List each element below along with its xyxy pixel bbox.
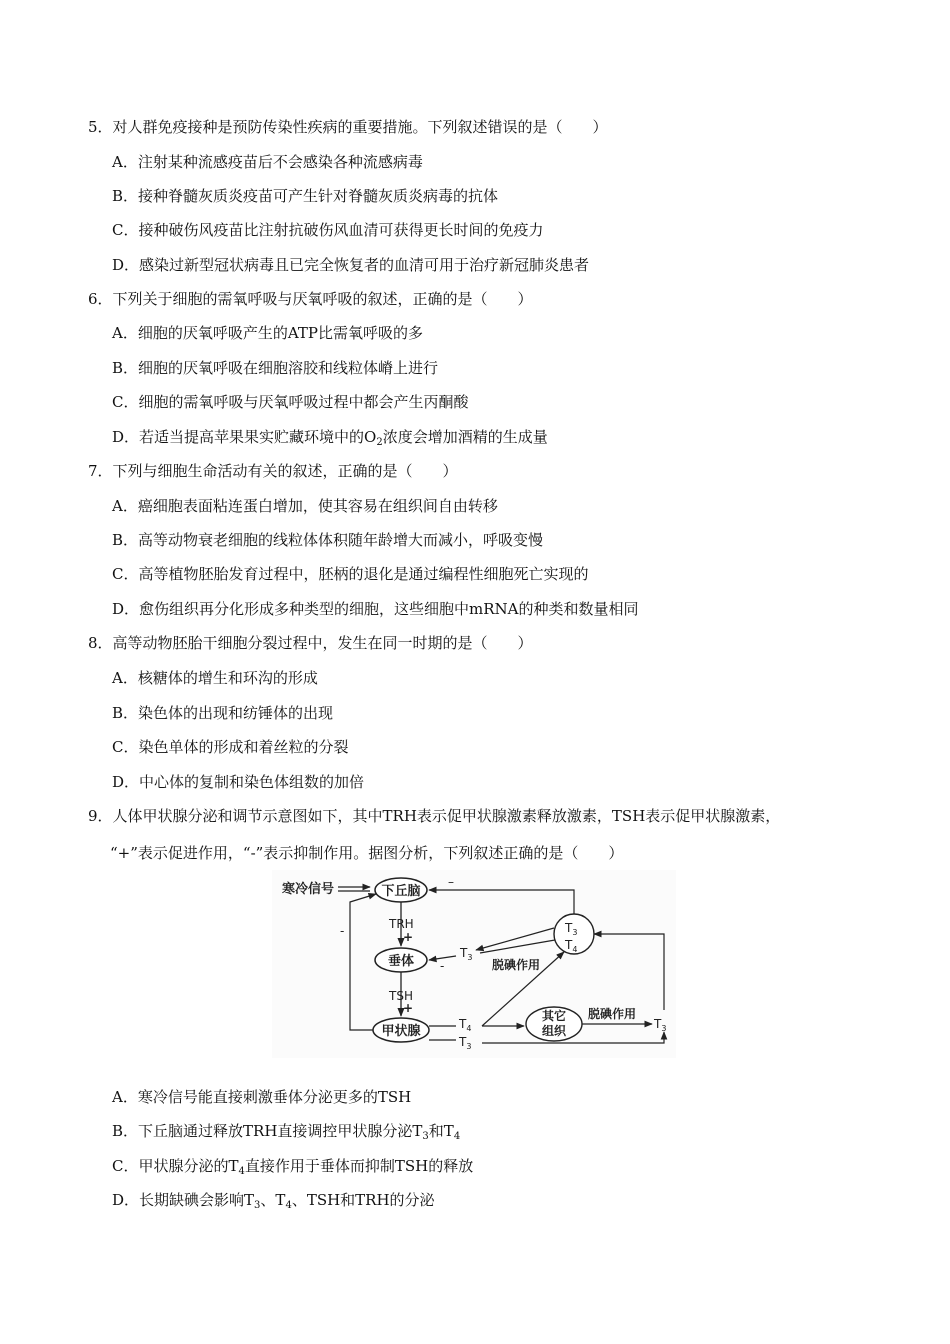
question-5-option-c[interactable]: C．接种破伤风疫苗比注射抗破伤风血清可获得更长时间的免疫力 bbox=[112, 221, 544, 239]
top-feedback-minus: – bbox=[448, 875, 454, 889]
tsh-plus: + bbox=[403, 1001, 414, 1015]
question-7-stem: 7．下列与细胞生命活动有关的叙述，正确的是（ ） bbox=[88, 462, 458, 480]
question-8-stem: 8．高等动物胚胎干细胞分裂过程中，发生在同一时期的是（ ） bbox=[88, 634, 533, 652]
question-9-option-c[interactable]: C．甲状腺分泌的$T_4$直接作用于垂体而抑制TSH的释放 bbox=[112, 1157, 474, 1177]
thyroid-regulation-diagram bbox=[272, 870, 676, 1058]
other-tissue-label-1: 其它 bbox=[541, 1009, 567, 1023]
question-8-option-d[interactable]: D．中心体的复制和染色体组数的加倍 bbox=[112, 773, 365, 791]
tsh-label: TSH bbox=[389, 989, 413, 1003]
pituitary-label: 垂体 bbox=[387, 954, 415, 969]
tissue-t3: $T_3$ bbox=[654, 1017, 667, 1033]
question-9-option-b[interactable]: B．下丘脑通过释放TRH直接调控甲状腺分泌$T_3$和$T_4$ bbox=[112, 1122, 461, 1142]
pituitary-t3: $T_3$ bbox=[460, 946, 473, 962]
question-9-stem-line2: “+”表示促进作用，“-”表示抑制作用。据图分析，下列叙述正确的是（ ） bbox=[110, 844, 624, 862]
trh-label: TRH bbox=[389, 917, 414, 931]
other-tissue-label-2: 组织 bbox=[541, 1024, 567, 1038]
question-6-option-b[interactable]: B．细胞的厌氧呼吸在细胞溶胶和线粒体嵴上进行 bbox=[112, 359, 439, 377]
circle-t4: $T_4$ bbox=[565, 938, 578, 954]
question-7-option-c[interactable]: C．高等植物胚胎发育过程中，胚柄的退化是通过编程性细胞死亡实现的 bbox=[112, 565, 589, 583]
question-6-option-d[interactable]: D．若适当提高苹果果实贮藏环境中的$O_2$浓度会增加酒精的生成量 bbox=[112, 428, 548, 448]
question-5-stem: 5．对人群免疫接种是预防传染性疾病的重要措施。下列叙述错误的是（ ） bbox=[88, 118, 608, 136]
question-7-option-a[interactable]: A．癌细胞表面粘连蛋白增加，使其容易在组织间自由转移 bbox=[112, 497, 498, 515]
question-6-option-a[interactable]: A．细胞的厌氧呼吸产生的ATP比需氧呼吸的多 bbox=[112, 324, 423, 342]
question-5-option-d[interactable]: D．感染过新型冠状病毒且已完全恢复者的血清可用于治疗新冠肺炎患者 bbox=[112, 256, 590, 274]
question-7-option-b[interactable]: B．高等动物衰老细胞的线粒体体积随年龄增大而减小，呼吸变慢 bbox=[112, 531, 544, 549]
thyroid-label: 甲状腺 bbox=[381, 1024, 421, 1039]
question-9-stem-line1: 9．人体甲状腺分泌和调节示意图如下，其中TRH表示促甲状腺激素释放激素，TSH表示促甲状腺激素， bbox=[88, 807, 781, 825]
question-5-option-b[interactable]: B．接种脊髓灰质炎疫苗可产生针对脊髓灰质炎病毒的抗体 bbox=[112, 187, 499, 205]
thyroid-t3: $T_3$ bbox=[459, 1035, 472, 1051]
deiodination-label-upper: 脱碘作用 bbox=[492, 958, 541, 972]
trh-plus: + bbox=[403, 930, 414, 944]
hypothalamus-label: 下丘脑 bbox=[381, 884, 421, 899]
question-9-option-a[interactable]: A．寒冷信号能直接刺激垂体分泌更多的TSH bbox=[112, 1088, 412, 1106]
question-5-option-a[interactable]: A．注射某种流感疫苗后不会感染各种流感病毒 bbox=[112, 153, 423, 171]
question-8-option-c[interactable]: C．染色单体的形成和着丝粒的分裂 bbox=[112, 738, 349, 756]
question-7-option-d[interactable]: D．愈伤组织再分化形成多种类型的细胞，这些细胞中mRNA的种类和数量相同 bbox=[112, 600, 639, 618]
left-feedback-minus: - bbox=[340, 924, 345, 938]
pituitary-minus: - bbox=[440, 959, 445, 973]
question-8-option-b[interactable]: B．染色体的出现和纺锤体的出现 bbox=[112, 704, 334, 722]
deiodination-label-lower: 脱碘作用 bbox=[588, 1007, 637, 1021]
circle-t3: $T_3$ bbox=[565, 921, 578, 937]
question-8-option-a[interactable]: A．核糖体的增生和环沟的形成 bbox=[112, 669, 318, 687]
question-9-option-d[interactable]: D．长期缺碘会影响$T_3$、$T_4$、TSH和TRH的分泌 bbox=[112, 1191, 435, 1211]
cold-signal-label: 寒冷信号 bbox=[282, 882, 335, 897]
thyroid-t4: $T_4$ bbox=[459, 1017, 472, 1033]
question-6-stem: 6．下列关于细胞的需氧呼吸与厌氧呼吸的叙述，正确的是（ ） bbox=[88, 290, 533, 308]
question-6-option-c[interactable]: C．细胞的需氧呼吸与厌氧呼吸过程中都会产生丙酮酸 bbox=[112, 393, 469, 411]
